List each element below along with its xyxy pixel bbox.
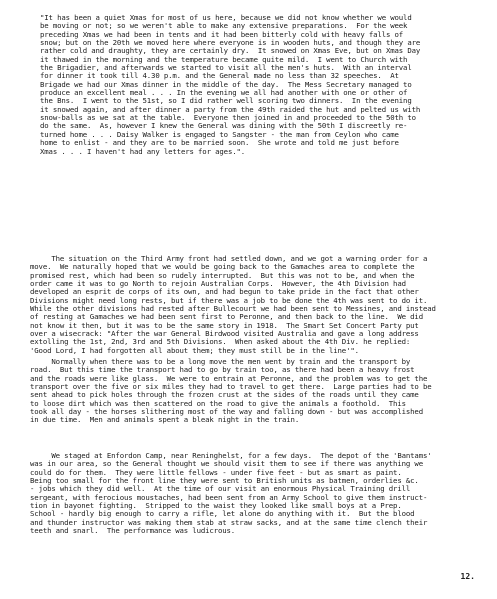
text-line: promised rest, which had been so rudely interrupted. But this was not to be, and when the bbox=[30, 270, 415, 280]
text-line: produce an excellent meal . . . In the evening we all had another with one or other of bbox=[40, 88, 408, 98]
text-line: We staged at Enfordon Camp, near Reninghelst, for a few days. The depot of the 'Bantams' bbox=[30, 451, 432, 460]
text-line: the Brigadier, and afterwards we started to visit all the men's huts. With an interval bbox=[40, 63, 412, 73]
text-line: it thawed in the morning and the temperature became quite mild. I went to Church with bbox=[40, 54, 408, 64]
text-line: - jobs which they did well. At the time of our visit an enormous Physical Training drill bbox=[30, 484, 411, 494]
text-line: Xmas . . . I haven't had any letters for ages.". bbox=[40, 146, 246, 156]
paragraph-letter-quote bbox=[40, 14, 480, 156]
text-line: snow-balls as we sat at the table. Everyone then joined in and proceeded to the 50th to bbox=[40, 113, 416, 123]
paragraph-bantams bbox=[30, 452, 476, 535]
text-line: "It has been a quiet Xmas for most of us here, because we did not know whether we would bbox=[40, 13, 412, 22]
text-line: in due time. Men and animals spent a bleak night in the train. bbox=[30, 415, 300, 425]
text-line: teeth and snarl. The performance was ludicrous. bbox=[30, 526, 236, 536]
text-line: order came it was to go North to rejoin Australian Corps. However, the 4th Division had bbox=[30, 279, 406, 289]
text-line: rather cold and draughty, they are certainly dry. It snowed on Xmas Eve, but on Xmas Day bbox=[40, 46, 421, 56]
text-line: developed an esprit de corps of its own, and had begun to take pride in the fact that other bbox=[30, 287, 419, 297]
text-line: took all day - the horses slithering most of the way and falling down - but was accomplished bbox=[30, 407, 423, 417]
text-line: snow; but on the 20th we moved here where everyone is in wooden huts, and though they are bbox=[40, 38, 421, 48]
text-line: The situation on the Third Army front had settled down, and we got a warning order for a bbox=[30, 254, 428, 263]
text-line: School - hardly big enough to carry a rifle, let alone do anything with it. But the blood bbox=[30, 509, 415, 519]
text-line: While the other divisions had rested after Bullecourt we had been sent to Messines, and instead bbox=[30, 304, 436, 314]
text-line: be moving or not; so we weren't able to make any extensive preparations. For the week bbox=[40, 21, 408, 31]
text-line: move. We naturally hoped that we would be going back to the Gamaches area to complete the bbox=[30, 262, 415, 272]
text-line: do the same. As, however I knew the General was dining with the 50th I discreetly re- bbox=[40, 121, 408, 131]
text-line: turned home . . . Daisy Walker is engaged to Sangster - the man from Ceylon who came bbox=[40, 129, 399, 139]
text-line: sent ahead to pick holes through the frozen crust at the sides of the roads until they came bbox=[30, 390, 419, 400]
text-line: and the roads were like glass. We were to entrain at Peronne, and the problem was to get the bbox=[30, 373, 428, 383]
text-line: Normally when there was to be a long move the men went by train and the transport by bbox=[30, 357, 411, 366]
text-line: of resting at Gamaches we had been sent first to Peronne, and then back to the line. We did bbox=[30, 312, 423, 322]
text-line: to loose dirt which was then scattered on the road to give the animals a foothold. This bbox=[30, 398, 406, 408]
text-line: sergeant, with ferocious moustaches, had been sent from an Army School to give them instruct- bbox=[30, 492, 428, 502]
text-line: tion in bayonet fighting. Stripped to the waist they looked like small boys at a Prep. bbox=[30, 501, 402, 511]
text-line: 'Good Lord, I had forgotten all about them; they must still be in the line'". bbox=[30, 345, 359, 355]
text-line: road. But this time the transport had to go by train too, as there had been a heavy frost bbox=[30, 365, 415, 375]
text-line: the Bns. I went to the 51st, so I did rather well scoring two dinners. In the evening bbox=[40, 96, 412, 106]
text-line: not know it then, but it was to be the same story in 1918. The Smart Set Concert Party put bbox=[30, 320, 419, 330]
text-line: over a wisecrack: "After the war General Birdwood visited Australia and gave a long address bbox=[30, 329, 419, 339]
text-line: Being too small for the front line they were sent to British units as batmen, orderlies &c. bbox=[30, 476, 419, 486]
text-line: Divisions might need long rests, but if there was a job to be done the 4th was sent to do it. bbox=[30, 295, 428, 305]
text-line: Brigade we had our Xmas dinner in the middle of the day. The Mess Secretary managed to bbox=[40, 79, 412, 89]
text-line: for dinner it took till 4.30 p.m. and the General made no less than 32 speeches. At bbox=[40, 71, 399, 81]
text-line: preceding Xmas we had been in tents and it had been bitterly cold with heavy falls of bbox=[40, 29, 404, 39]
paragraph-move-order bbox=[30, 255, 476, 355]
text-line: transport over the five or six miles they had to travel to get there. Large parties had to be bbox=[30, 382, 432, 392]
page-number: 12. bbox=[460, 572, 475, 581]
text-line: it snowed again, and after dinner a party from the 49th raided the hut and pelted us with bbox=[40, 104, 421, 114]
text-line: was in our area, so the General thought we should visit them to see if there was anything we bbox=[30, 459, 423, 469]
text-line: extolling the 1st, 2nd, 3rd and 5th Divisions. When asked about the 4th Div. he replied: bbox=[30, 337, 411, 347]
text-line: home to enlist - and they are to be married soon. She wrote and told me just before bbox=[40, 138, 399, 148]
paragraph-transport bbox=[30, 358, 476, 425]
text-line: and thunder instructor was making them stab at straw sacks, and at the same time clench their bbox=[30, 517, 428, 527]
text-line: could do for them. They were little fellows - under five feet - but as smart as paint. bbox=[30, 467, 402, 477]
